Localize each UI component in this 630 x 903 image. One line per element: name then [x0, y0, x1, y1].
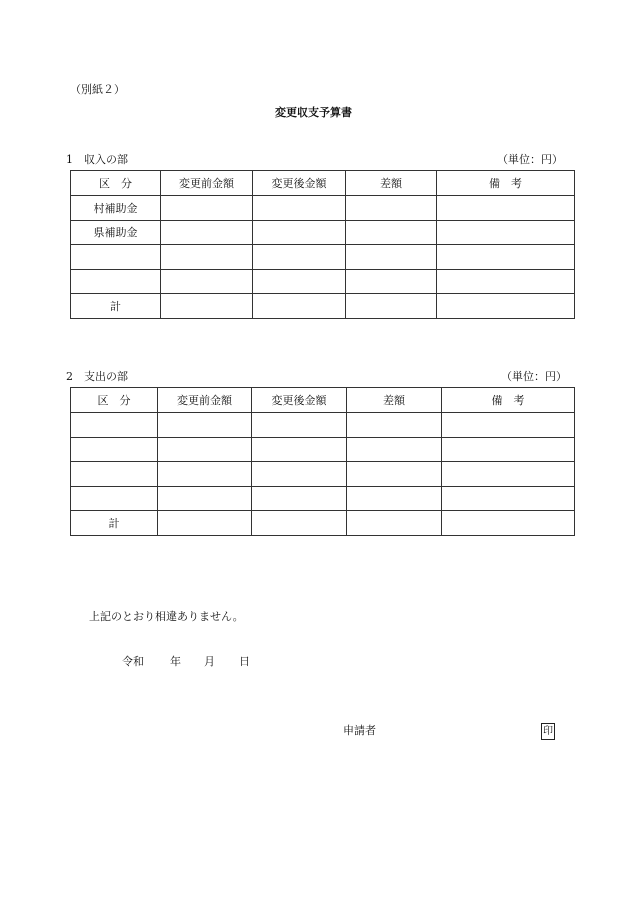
table-cell — [347, 487, 442, 511]
table-cell — [252, 462, 347, 487]
table-cell — [346, 196, 437, 221]
table-cell — [158, 462, 252, 487]
applicant-label: 申請者 — [343, 724, 376, 737]
table-row — [71, 196, 575, 221]
table-cell — [158, 487, 252, 511]
table-cell — [346, 270, 437, 294]
expense-row-label — [71, 487, 158, 511]
table-row — [71, 245, 575, 270]
table-cell — [252, 487, 347, 511]
income-row-label: 村補助金 — [71, 196, 161, 221]
table-cell — [437, 245, 575, 270]
income-header-category: 区 分 — [71, 171, 161, 196]
table-cell — [346, 221, 437, 245]
table-cell — [161, 221, 253, 245]
income-row-label — [71, 245, 161, 270]
date-year-label: 年 — [170, 655, 181, 668]
table-cell — [253, 196, 346, 221]
income-header-before: 変更前金額 — [161, 171, 253, 196]
table-cell — [437, 294, 575, 319]
table-row — [71, 438, 575, 462]
income-unit-label: （単位：円） — [497, 153, 563, 166]
expense-row-label — [71, 413, 158, 438]
table-cell — [437, 196, 575, 221]
table-row — [71, 221, 575, 245]
income-row-label: 県補助金 — [71, 221, 161, 245]
table-cell — [161, 294, 253, 319]
expense-section-heading: 2 支出の部 — [66, 370, 128, 383]
table-cell — [442, 487, 575, 511]
table-cell — [347, 462, 442, 487]
table-cell — [347, 511, 442, 536]
income-header-difference: 差額 — [346, 171, 437, 196]
table-cell — [158, 413, 252, 438]
table-cell — [347, 438, 442, 462]
table-cell — [347, 413, 442, 438]
table-cell — [442, 511, 575, 536]
table-cell — [253, 245, 346, 270]
table-cell — [161, 270, 253, 294]
table-row — [71, 462, 575, 487]
expense-header-after: 変更後金額 — [252, 388, 347, 413]
income-total-label: 計 — [71, 294, 161, 319]
table-cell — [161, 245, 253, 270]
income-header-remarks: 備 考 — [437, 171, 575, 196]
table-row — [71, 413, 575, 438]
expense-total-row — [71, 511, 575, 536]
expense-header-difference: 差額 — [347, 388, 442, 413]
income-row-label — [71, 270, 161, 294]
table-cell — [442, 462, 575, 487]
income-header-row — [71, 171, 575, 196]
expense-row-label — [71, 462, 158, 487]
expense-row-label — [71, 438, 158, 462]
table-cell — [346, 245, 437, 270]
income-section-heading: 1 収入の部 — [66, 153, 128, 166]
certification-statement: 上記のとおり相違ありません。 — [89, 610, 244, 623]
table-row — [71, 270, 575, 294]
seal-mark: 印 — [541, 723, 555, 740]
date-month-label: 月 — [204, 655, 215, 668]
table-cell — [346, 294, 437, 319]
table-cell — [252, 413, 347, 438]
income-table — [70, 170, 575, 319]
expense-header-category: 区 分 — [71, 388, 158, 413]
table-cell — [252, 511, 347, 536]
table-cell — [437, 221, 575, 245]
table-cell — [158, 511, 252, 536]
expense-table — [70, 387, 575, 536]
table-cell — [158, 438, 252, 462]
table-cell — [442, 413, 575, 438]
table-row — [71, 487, 575, 511]
expense-header-row — [71, 388, 575, 413]
table-cell — [437, 270, 575, 294]
expense-header-before: 変更前金額 — [158, 388, 252, 413]
income-header-after: 変更後金額 — [253, 171, 346, 196]
date-day-label: 日 — [239, 655, 250, 668]
date-era: 令和 — [122, 655, 144, 668]
income-total-row — [71, 294, 575, 319]
expense-header-remarks: 備 考 — [442, 388, 575, 413]
expense-total-label: 計 — [71, 511, 158, 536]
table-cell — [253, 221, 346, 245]
table-cell — [442, 438, 575, 462]
table-cell — [253, 294, 346, 319]
document-title: 変更収支予算書 — [275, 106, 352, 119]
annex-label: （別紙２） — [70, 83, 125, 96]
expense-unit-label: （単位：円） — [501, 370, 567, 383]
table-cell — [252, 438, 347, 462]
table-cell — [253, 270, 346, 294]
table-cell — [161, 196, 253, 221]
